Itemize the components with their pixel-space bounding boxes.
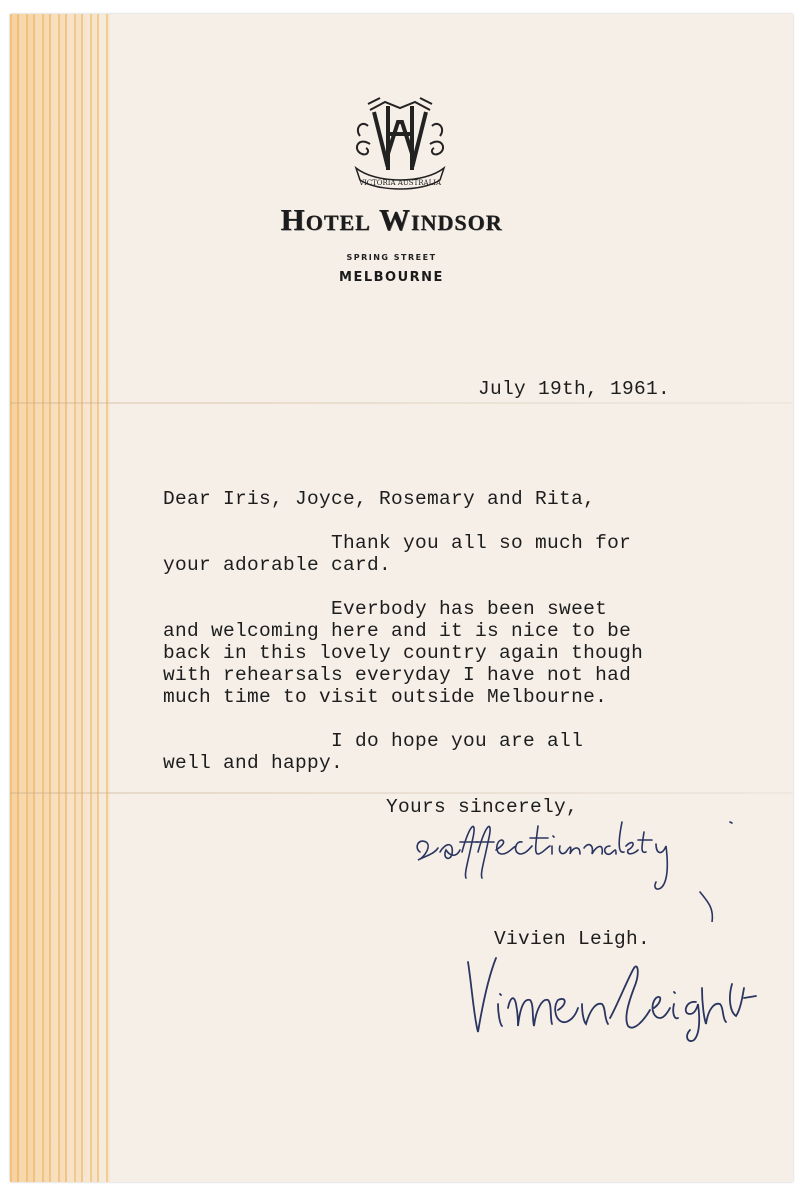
hotel-city: MELBOURNE (339, 270, 444, 285)
letter-paragraph (163, 730, 583, 774)
hotel-name: Hotel Windsor (280, 202, 503, 237)
fold-crease (10, 792, 793, 794)
signature (458, 948, 758, 1048)
monogram-ribbon-text: VICTORIA AUSTRALIA (358, 179, 442, 187)
paragraph-line: Thank you all so much for (163, 532, 632, 554)
hotel-monogram-logo (340, 88, 460, 200)
hotel-street: SPRING STREET (346, 253, 437, 262)
paragraph-line: well and happy. (163, 752, 344, 774)
paragraph-line: back in this lovely country again though (163, 642, 644, 664)
letter-closing: Yours sincerely, (386, 796, 579, 818)
paragraph-line: Everbody has been sweet (163, 598, 608, 620)
letter-date: July 19th, 1961. (478, 378, 671, 400)
paragraph-line: I do hope you are all (163, 730, 584, 752)
letter-paragraph (163, 598, 643, 708)
paragraph-line: much time to visit outside Melbourne. (163, 686, 608, 708)
paragraph-line: and welcoming here and it is nice to be (163, 620, 632, 642)
paragraph-line: with rehearsals everyday I have not had (163, 664, 632, 686)
fold-crease (10, 402, 793, 404)
letter-paragraph (163, 532, 631, 576)
paragraph-line: your adorable card. (163, 554, 392, 576)
paper-stain (10, 14, 110, 1182)
letter-salutation: Dear Iris, Joyce, Rosemary and Rita, (163, 488, 596, 510)
handwritten-affectionately (412, 812, 742, 922)
typed-name: Vivien Leigh. (494, 928, 651, 950)
